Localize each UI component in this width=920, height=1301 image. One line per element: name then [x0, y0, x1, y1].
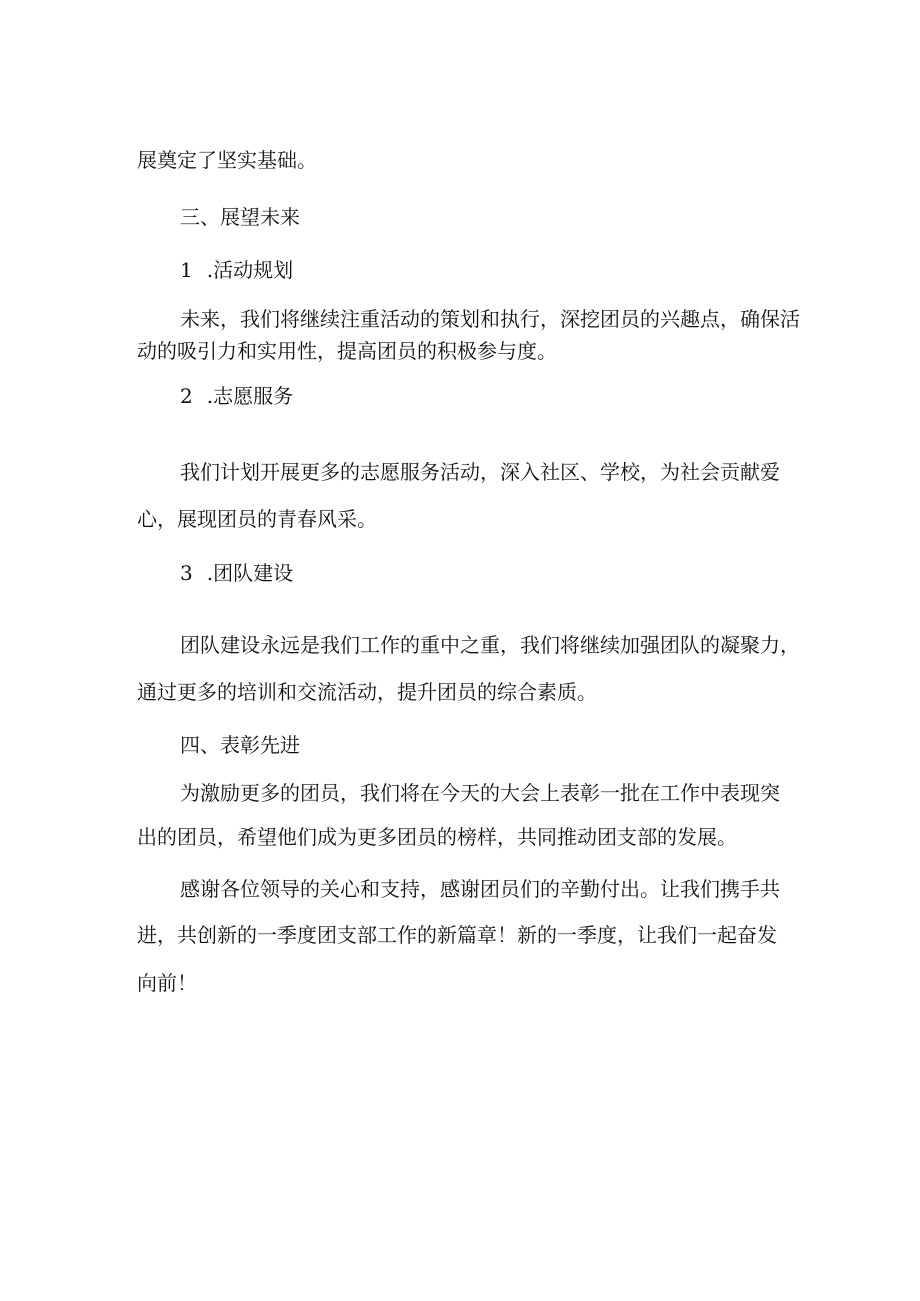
closing-line1: 感谢各位领导的关心和支持，感谢团员们的辛勤付出。让我们携手共	[180, 877, 780, 901]
item3-heading	[0, 559, 920, 587]
item3-number: 3	[180, 561, 193, 585]
item2-heading	[0, 382, 920, 410]
section4-line1: 为激励更多的团员，我们将在今天的大会上表彰一批在工作中表现突	[180, 781, 780, 805]
closing-line3: 向前！	[137, 971, 197, 995]
item1-line1: 未来，我们将继续注重活动的策划和执行，深挖团员的兴趣点，确保活	[180, 307, 800, 331]
item1-line2: 动的吸引力和实用性，提高团员的积极参与度。	[137, 339, 557, 363]
item2-number: 2	[180, 384, 193, 408]
section3-heading: 三、展望未来	[180, 205, 300, 229]
section4-line2: 出的团员，希望他们成为更多团员的榜样，共同推动团支部的发展。	[137, 825, 737, 849]
item2-line2: 心，展现团员的青春风采。	[137, 507, 377, 531]
item2-title: .志愿服务	[206, 384, 294, 408]
intro-continuation: 展奠定了坚实基础。	[137, 148, 317, 172]
item1-heading	[0, 256, 920, 284]
item2-line1: 我们计划开展更多的志愿服务活动，深入社区、学校，为社会贡献爱	[180, 460, 780, 484]
section4-heading: 四、表彰先进	[180, 733, 300, 757]
item1-number: 1	[180, 258, 193, 282]
item3-line1: 团队建设永远是我们工作的重中之重，我们将继续加强团队的凝聚力，	[180, 633, 800, 657]
item1-title: .活动规划	[206, 258, 294, 282]
item3-line2: 通过更多的培训和交流活动，提升团员的综合素质。	[137, 680, 597, 704]
item3-title: .团队建设	[206, 561, 294, 585]
closing-line2: 进，共创新的一季度团支部工作的新篇章！新的一季度，让我们一起奋发	[137, 923, 777, 947]
